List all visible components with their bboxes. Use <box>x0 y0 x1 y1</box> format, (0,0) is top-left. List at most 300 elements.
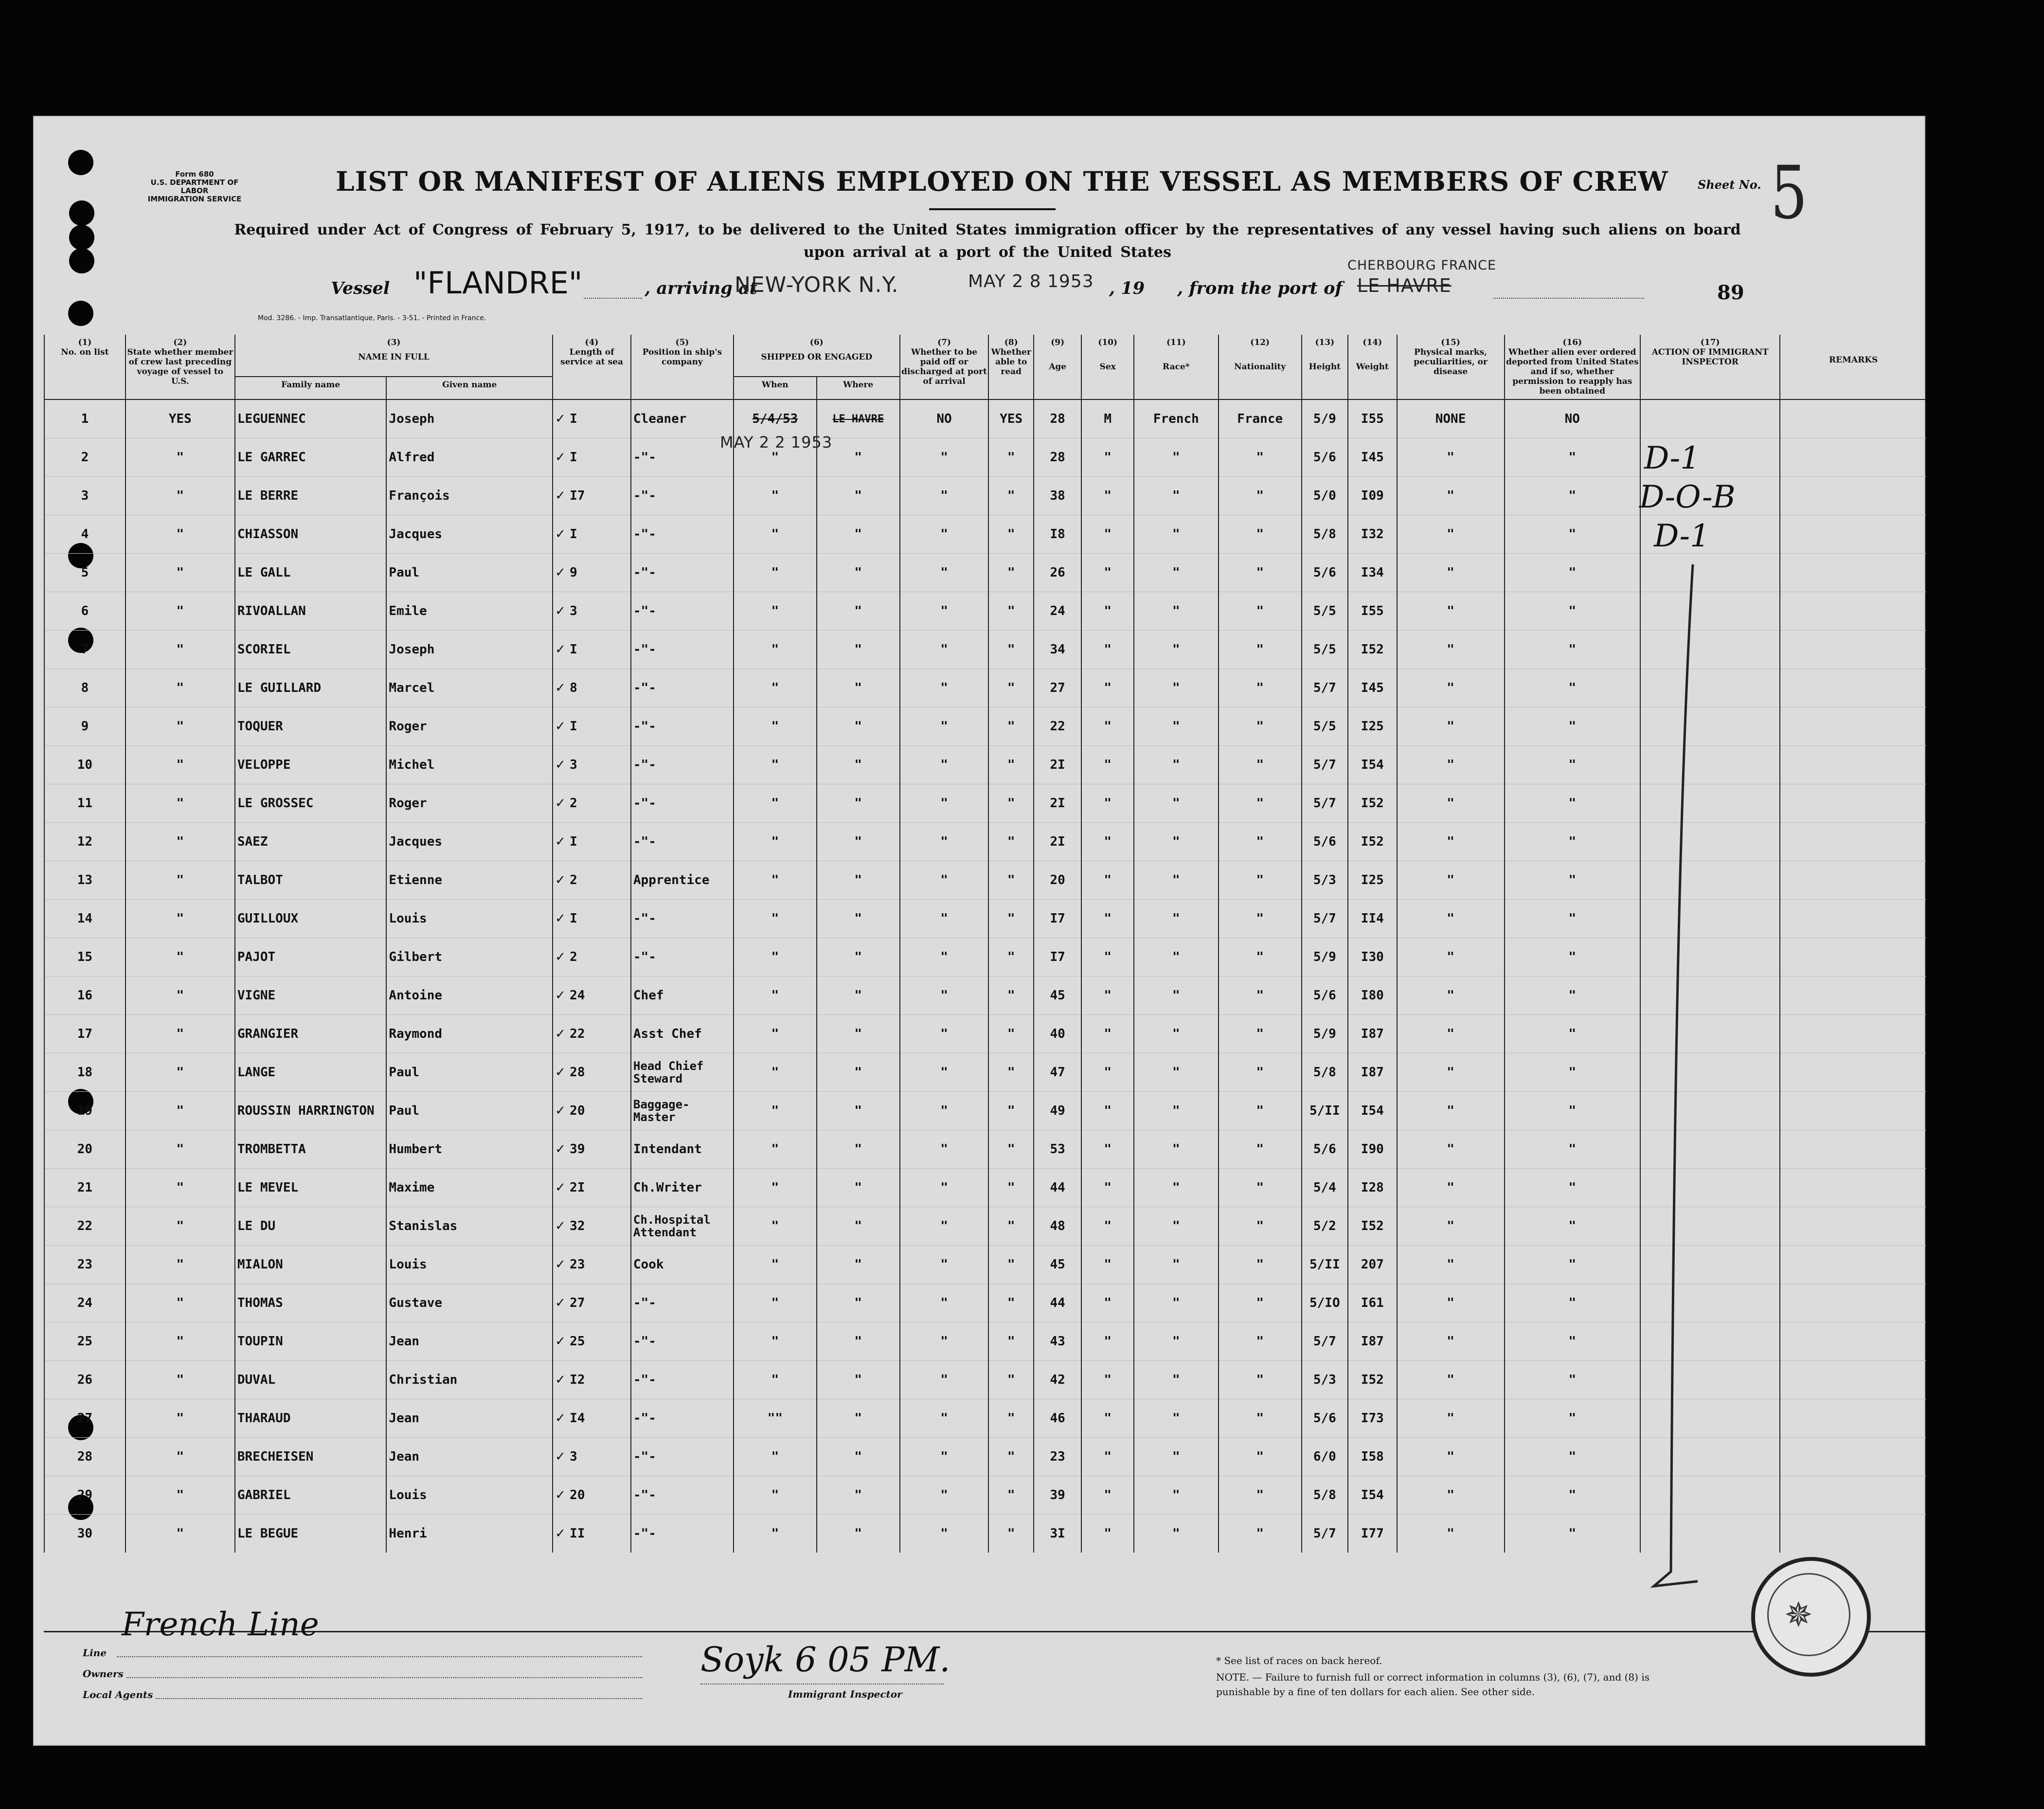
age-cell: 38 <box>1034 477 1081 515</box>
previous-voyage-cell: " <box>126 515 235 554</box>
inspector-mark: D-1 <box>1644 440 1700 476</box>
service-length-value: 39 <box>570 1142 585 1157</box>
shipped-where-cell: " <box>817 438 900 477</box>
remarks-cell <box>1780 1130 1926 1169</box>
remarks-cell <box>1780 938 1926 977</box>
service-length-value: II <box>570 1526 585 1541</box>
nationality-cell: " <box>1219 823 1302 861</box>
family-name-cell: LE BEGUE <box>235 1515 387 1553</box>
remarks-cell <box>1780 515 1926 554</box>
line-handwritten: French Line <box>122 1606 319 1643</box>
deported-cell: " <box>1505 1476 1640 1515</box>
checkmark-icon: ✓ <box>555 1488 570 1502</box>
race-cell: " <box>1134 1476 1219 1515</box>
physical-marks-cell: " <box>1397 631 1505 669</box>
deported-cell: " <box>1505 1169 1640 1207</box>
able-to-read-cell: " <box>988 438 1033 477</box>
race-cell: French <box>1134 399 1219 438</box>
weight-cell: I28 <box>1348 1169 1397 1207</box>
service-length-cell <box>553 399 631 438</box>
position-cell: Cook <box>631 1246 734 1284</box>
previous-voyage-cell: " <box>126 707 235 746</box>
row-number: 15 <box>44 938 126 977</box>
height-cell: 6/0 <box>1302 1438 1348 1476</box>
shipped-where-cell: " <box>817 746 900 784</box>
shipped-when-cell: " <box>734 631 817 669</box>
sex-cell: " <box>1081 1284 1134 1322</box>
previous-voyage-cell: " <box>126 977 235 1015</box>
deported-cell: " <box>1505 977 1640 1015</box>
age-cell: 40 <box>1034 1015 1081 1053</box>
previous-voyage-cell: " <box>126 1169 235 1207</box>
nationality-cell: " <box>1219 977 1302 1015</box>
race-cell: " <box>1134 938 1219 977</box>
physical-marks-cell: " <box>1397 669 1505 707</box>
family-name-cell: SCORIEL <box>235 631 387 669</box>
height-cell: 5/0 <box>1302 477 1348 515</box>
service-length-value: 32 <box>570 1219 585 1233</box>
able-to-read-cell: " <box>988 1015 1033 1053</box>
race-cell: " <box>1134 823 1219 861</box>
col-shipped-or-engaged: (6) SHIPPED OR ENGAGED <box>734 335 900 377</box>
inspector-mark: D-1 <box>1654 518 1710 554</box>
weight-cell: I25 <box>1348 861 1397 900</box>
given-name-cell: Jacques <box>386 823 553 861</box>
col-name-in-full: (3) NAME IN FULL <box>235 335 553 377</box>
sex-cell: " <box>1081 592 1134 631</box>
weight-cell: I45 <box>1348 438 1397 477</box>
remarks-cell <box>1780 438 1926 477</box>
manifest-title: LIST OR MANIFEST OF ALIENS EMPLOYED ON THE VESSEL AS MEMBERS OF CREW <box>336 165 1668 197</box>
physical-marks-cell: " <box>1397 1476 1505 1515</box>
service-length-cell <box>553 746 631 784</box>
paid-off-cell: " <box>900 515 989 554</box>
nationality-cell: " <box>1219 477 1302 515</box>
service-length-value: 9 <box>570 565 577 580</box>
sex-cell: " <box>1081 477 1134 515</box>
previous-voyage-cell: " <box>126 1361 235 1399</box>
row-number: 28 <box>44 1438 126 1476</box>
nationality-cell: " <box>1219 1015 1302 1053</box>
family-name-cell: LE GARREC <box>235 438 387 477</box>
race-cell: " <box>1134 900 1219 938</box>
inspector-vertical-stroke <box>1644 564 1703 1596</box>
row-number: 1 <box>44 399 126 438</box>
able-to-read-cell: " <box>988 900 1033 938</box>
col-paid-off: (7) Whether to be paid off or discharged at port of arrival <box>900 335 989 399</box>
remarks-cell <box>1780 669 1926 707</box>
nationality-cell: " <box>1219 1322 1302 1361</box>
able-to-read-cell: " <box>988 861 1033 900</box>
given-name-cell: François <box>386 477 553 515</box>
sex-cell: " <box>1081 784 1134 823</box>
deported-cell: " <box>1505 515 1640 554</box>
previous-voyage-cell: YES <box>126 399 235 438</box>
family-name-cell: MIALON <box>235 1246 387 1284</box>
shipped-where-cell: " <box>817 1284 900 1322</box>
family-name-cell: LE GROSSEC <box>235 784 387 823</box>
able-to-read-cell: " <box>988 823 1033 861</box>
height-cell: 5/8 <box>1302 1053 1348 1092</box>
age-cell: 53 <box>1034 1130 1081 1169</box>
previous-voyage-cell: " <box>126 1130 235 1169</box>
race-cell: " <box>1134 1130 1219 1169</box>
sex-cell: " <box>1081 977 1134 1015</box>
physical-marks-cell: " <box>1397 1284 1505 1322</box>
paid-off-cell: " <box>900 861 989 900</box>
shipped-where-cell: " <box>817 1053 900 1092</box>
deported-cell: " <box>1505 861 1640 900</box>
service-length-cell <box>553 669 631 707</box>
race-cell: " <box>1134 1515 1219 1553</box>
able-to-read-cell: " <box>988 1130 1033 1169</box>
col-family-name: Family name <box>235 377 387 399</box>
weight-cell: I52 <box>1348 1207 1397 1246</box>
given-name-cell: Humbert <box>386 1130 553 1169</box>
service-length-value: I <box>570 642 577 657</box>
races-note: * See list of races on back hereof. <box>1216 1655 1382 1666</box>
nationality-cell: " <box>1219 1476 1302 1515</box>
age-cell: 45 <box>1034 1246 1081 1284</box>
weight-cell: I87 <box>1348 1322 1397 1361</box>
checkmark-icon: ✓ <box>555 950 570 964</box>
age-cell: 46 <box>1034 1399 1081 1438</box>
physical-marks-cell: " <box>1397 438 1505 477</box>
physical-marks-cell: " <box>1397 823 1505 861</box>
shipped-where-cell: " <box>817 1322 900 1361</box>
race-cell: " <box>1134 1322 1219 1361</box>
row-number: 21 <box>44 1169 126 1207</box>
position-cell: Asst Chef <box>631 1015 734 1053</box>
checkmark-icon: ✓ <box>555 1219 570 1233</box>
punch-hole <box>69 200 94 226</box>
checkmark-icon: ✓ <box>555 796 570 811</box>
service-length-cell <box>553 861 631 900</box>
shipped-when-cell: " <box>734 515 817 554</box>
position-cell: -"- <box>631 1284 734 1322</box>
nationality-cell: " <box>1219 592 1302 631</box>
service-length-cell <box>553 515 631 554</box>
sex-cell: " <box>1081 1130 1134 1169</box>
shipped-when-cell: " <box>734 592 817 631</box>
height-cell: 5/7 <box>1302 1322 1348 1361</box>
punch-hole <box>69 248 94 273</box>
sex-cell: " <box>1081 1361 1134 1399</box>
physical-marks-cell: " <box>1397 592 1505 631</box>
race-cell: " <box>1134 861 1219 900</box>
shipped-when-cell: " <box>734 784 817 823</box>
weight-cell: I52 <box>1348 1361 1397 1399</box>
height-cell: 5/7 <box>1302 900 1348 938</box>
service-length-value: 22 <box>570 1027 585 1041</box>
able-to-read-cell: " <box>988 631 1033 669</box>
signature-dots <box>700 1683 944 1684</box>
previous-voyage-cell: " <box>126 554 235 592</box>
service-length-cell <box>553 1207 631 1246</box>
service-length-value: 23 <box>570 1257 585 1272</box>
shipped-where-cell: " <box>817 784 900 823</box>
deported-cell: " <box>1505 1284 1640 1322</box>
race-cell: " <box>1134 1438 1219 1476</box>
physical-marks-cell: " <box>1397 1322 1505 1361</box>
able-to-read-cell: " <box>988 784 1033 823</box>
local-agents-label: Local Agents <box>83 1689 153 1700</box>
family-name-cell: TALBOT <box>235 861 387 900</box>
height-cell: 5/3 <box>1302 861 1348 900</box>
race-cell: " <box>1134 1092 1219 1130</box>
remarks-cell <box>1780 1169 1926 1207</box>
physical-marks-cell: " <box>1397 1515 1505 1553</box>
checkmark-icon: ✓ <box>555 642 570 657</box>
given-name-cell: Maxime <box>386 1169 553 1207</box>
service-length-cell <box>553 1438 631 1476</box>
able-to-read-cell: " <box>988 1053 1033 1092</box>
checkmark-icon: ✓ <box>555 1065 570 1080</box>
weight-cell: I77 <box>1348 1515 1397 1553</box>
deported-cell: " <box>1505 438 1640 477</box>
weight-cell: I80 <box>1348 977 1397 1015</box>
punch-hole <box>69 225 94 250</box>
deported-cell: " <box>1505 784 1640 823</box>
given-name-cell: Louis <box>386 1476 553 1515</box>
able-to-read-cell: YES <box>988 399 1033 438</box>
height-cell: 5/6 <box>1302 1399 1348 1438</box>
sheet-number: 5 <box>1770 151 1808 235</box>
paid-off-cell: " <box>900 1476 989 1515</box>
service-length-cell <box>553 1284 631 1322</box>
nationality-cell: " <box>1219 707 1302 746</box>
given-name-cell: Louis <box>386 900 553 938</box>
paid-off-cell: " <box>900 784 989 823</box>
nationality-cell: " <box>1219 746 1302 784</box>
height-cell: 5/9 <box>1302 1015 1348 1053</box>
height-cell: 5/5 <box>1302 592 1348 631</box>
row-number: 14 <box>44 900 126 938</box>
deported-cell: " <box>1505 1130 1640 1169</box>
shipped-when-cell: " <box>734 1092 817 1130</box>
age-cell: 3I <box>1034 1515 1081 1553</box>
sex-cell: " <box>1081 1515 1134 1553</box>
deported-cell: " <box>1505 900 1640 938</box>
age-cell: 43 <box>1034 1322 1081 1361</box>
family-name-cell: TROMBETTA <box>235 1130 387 1169</box>
height-cell: 5/6 <box>1302 823 1348 861</box>
col-deported: (16) Whether alien ever ordered deported from United States and if so, whether permission to reapply has been obtained <box>1505 335 1640 399</box>
from-port-dots <box>1493 298 1644 299</box>
position-cell: Intendant <box>631 1130 734 1169</box>
shipped-where-cell: " <box>817 1092 900 1130</box>
shipped-when-cell: " <box>734 1361 817 1399</box>
remarks-cell <box>1780 746 1926 784</box>
shipped-date-stamp: MAY 2 2 1953 <box>720 433 833 452</box>
row-number: 29 <box>44 1476 126 1515</box>
sex-cell: " <box>1081 938 1134 977</box>
checkmark-icon: ✓ <box>555 1373 570 1387</box>
checkmark-icon: ✓ <box>555 1142 570 1157</box>
checkmark-icon: ✓ <box>555 1180 570 1195</box>
position-cell: -"- <box>631 784 734 823</box>
weight-cell: I52 <box>1348 784 1397 823</box>
sex-cell: " <box>1081 631 1134 669</box>
deported-cell: " <box>1505 1399 1640 1438</box>
checkmark-icon: ✓ <box>555 412 570 426</box>
service-length-value: 28 <box>570 1065 585 1080</box>
service-length-cell <box>553 1169 631 1207</box>
given-name-cell: Roger <box>386 784 553 823</box>
shipped-when-cell: " <box>734 1053 817 1092</box>
col-height: (13) Height <box>1302 335 1348 399</box>
service-length-cell <box>553 1246 631 1284</box>
previous-voyage-cell: " <box>126 669 235 707</box>
paid-off-cell: " <box>900 592 989 631</box>
sex-cell: " <box>1081 1476 1134 1515</box>
position-cell: Ch.Writer <box>631 1169 734 1207</box>
paid-off-cell: " <box>900 631 989 669</box>
deported-cell: " <box>1505 1053 1640 1092</box>
family-name-cell: PAJOT <box>235 938 387 977</box>
sex-cell: " <box>1081 707 1134 746</box>
race-cell: " <box>1134 669 1219 707</box>
physical-marks-cell: " <box>1397 1130 1505 1169</box>
col-previous-voyage: (2) State whether member of crew last preceding voyage of vessel to U.S. <box>126 335 235 399</box>
age-cell: 48 <box>1034 1207 1081 1246</box>
age-cell: 34 <box>1034 631 1081 669</box>
shipped-where-cell: " <box>817 1438 900 1476</box>
row-number: 3 <box>44 477 126 515</box>
vessel-dots <box>584 298 642 299</box>
weight-cell: I09 <box>1348 477 1397 515</box>
service-length-cell <box>553 900 631 938</box>
sex-cell: " <box>1081 438 1134 477</box>
nationality-cell: " <box>1219 1361 1302 1399</box>
deported-cell: " <box>1505 669 1640 707</box>
remarks-cell <box>1780 861 1926 900</box>
height-cell: 5/7 <box>1302 1515 1348 1553</box>
deported-cell: " <box>1505 707 1640 746</box>
physical-marks-cell: " <box>1397 861 1505 900</box>
deported-cell: " <box>1505 823 1640 861</box>
table-row <box>44 399 1926 438</box>
age-cell: 2I <box>1034 823 1081 861</box>
header-row <box>44 335 1926 377</box>
form-service: IMMIGRATION SERVICE <box>147 195 242 203</box>
physical-marks-cell: " <box>1397 1015 1505 1053</box>
checkmark-icon: ✓ <box>555 681 570 695</box>
previous-voyage-cell: " <box>126 438 235 477</box>
remarks-cell <box>1780 707 1926 746</box>
service-length-value: I <box>570 834 577 849</box>
service-length-cell <box>553 1515 631 1553</box>
service-length-cell <box>553 1399 631 1438</box>
given-name-cell: Paul <box>386 1092 553 1130</box>
inspector-mark: D-O-B <box>1639 479 1736 515</box>
row-number: 11 <box>44 784 126 823</box>
sex-cell: " <box>1081 1015 1134 1053</box>
height-cell: 5/7 <box>1302 784 1348 823</box>
weight-cell: I32 <box>1348 515 1397 554</box>
sex-cell: " <box>1081 823 1134 861</box>
able-to-read-cell: " <box>988 1246 1033 1284</box>
height-cell: 5/8 <box>1302 1476 1348 1515</box>
given-name-cell: Jean <box>386 1399 553 1438</box>
deported-cell: " <box>1505 1438 1640 1476</box>
able-to-read-cell: " <box>988 477 1033 515</box>
shipped-where-cell: " <box>817 631 900 669</box>
deported-cell: " <box>1505 938 1640 977</box>
remarks-cell <box>1780 977 1926 1015</box>
row-number: 12 <box>44 823 126 861</box>
family-name-cell: LANGE <box>235 1053 387 1092</box>
race-cell: " <box>1134 554 1219 592</box>
service-length-value: I2 <box>570 1373 585 1387</box>
position-cell: -"- <box>631 938 734 977</box>
given-name-cell: Henri <box>386 1515 553 1553</box>
height-cell: 5/II <box>1302 1246 1348 1284</box>
deported-cell: " <box>1505 554 1640 592</box>
nationality-cell: " <box>1219 554 1302 592</box>
shipped-when-cell: " <box>734 477 817 515</box>
row-number: 13 <box>44 861 126 900</box>
service-length-cell <box>553 631 631 669</box>
physical-marks-cell: " <box>1397 1207 1505 1246</box>
col-sex: (10) Sex <box>1081 335 1134 399</box>
given-name-cell: Marcel <box>386 669 553 707</box>
able-to-read-cell: " <box>988 554 1033 592</box>
page-number: 89 <box>1717 281 1744 304</box>
remarks-cell <box>1780 1092 1926 1130</box>
shipped-where-cell: " <box>817 554 900 592</box>
row-number: 17 <box>44 1015 126 1053</box>
age-cell: 47 <box>1034 1053 1081 1092</box>
able-to-read-cell: " <box>988 977 1033 1015</box>
given-name-cell: Jean <box>386 1322 553 1361</box>
shipped-where-cell: " <box>817 1399 900 1438</box>
race-cell: " <box>1134 515 1219 554</box>
family-name-cell: VIGNE <box>235 977 387 1015</box>
family-name-cell: LE MEVEL <box>235 1169 387 1207</box>
line-label: Line <box>83 1647 107 1659</box>
row-number: 6 <box>44 592 126 631</box>
fine-note: NOTE. — Failure to furnish full or correct information in columns (3), (6), (7), and (8) is punishable by a fine of ten dollars for each alien. See other side. <box>1216 1671 1650 1698</box>
row-number: 18 <box>44 1053 126 1092</box>
remarks-cell <box>1780 1399 1926 1438</box>
row-number: 16 <box>44 977 126 1015</box>
nationality-cell: " <box>1219 900 1302 938</box>
sex-cell: " <box>1081 1399 1134 1438</box>
service-length-value: 20 <box>570 1103 585 1118</box>
family-name-cell: LE BERRE <box>235 477 387 515</box>
race-cell: " <box>1134 631 1219 669</box>
nationality-cell: " <box>1219 515 1302 554</box>
able-to-read-cell: " <box>988 669 1033 707</box>
service-length-value: I4 <box>570 1411 585 1426</box>
previous-voyage-cell: " <box>126 938 235 977</box>
shipped-when-cell: " <box>734 707 817 746</box>
service-length-value: I7 <box>570 488 585 503</box>
family-name-cell: LE DU <box>235 1207 387 1246</box>
previous-voyage-cell: " <box>126 746 235 784</box>
able-to-read-cell: " <box>988 1515 1033 1553</box>
family-name-cell: CHIASSON <box>235 515 387 554</box>
given-name-cell: Raymond <box>386 1015 553 1053</box>
deported-cell: " <box>1505 477 1640 515</box>
sex-cell: " <box>1081 1438 1134 1476</box>
paid-off-cell: " <box>900 1399 989 1438</box>
nationality-cell: " <box>1219 438 1302 477</box>
shipped-when-cell: " <box>734 1515 817 1553</box>
title-rule <box>929 208 1056 210</box>
height-cell: 5/8 <box>1302 515 1348 554</box>
